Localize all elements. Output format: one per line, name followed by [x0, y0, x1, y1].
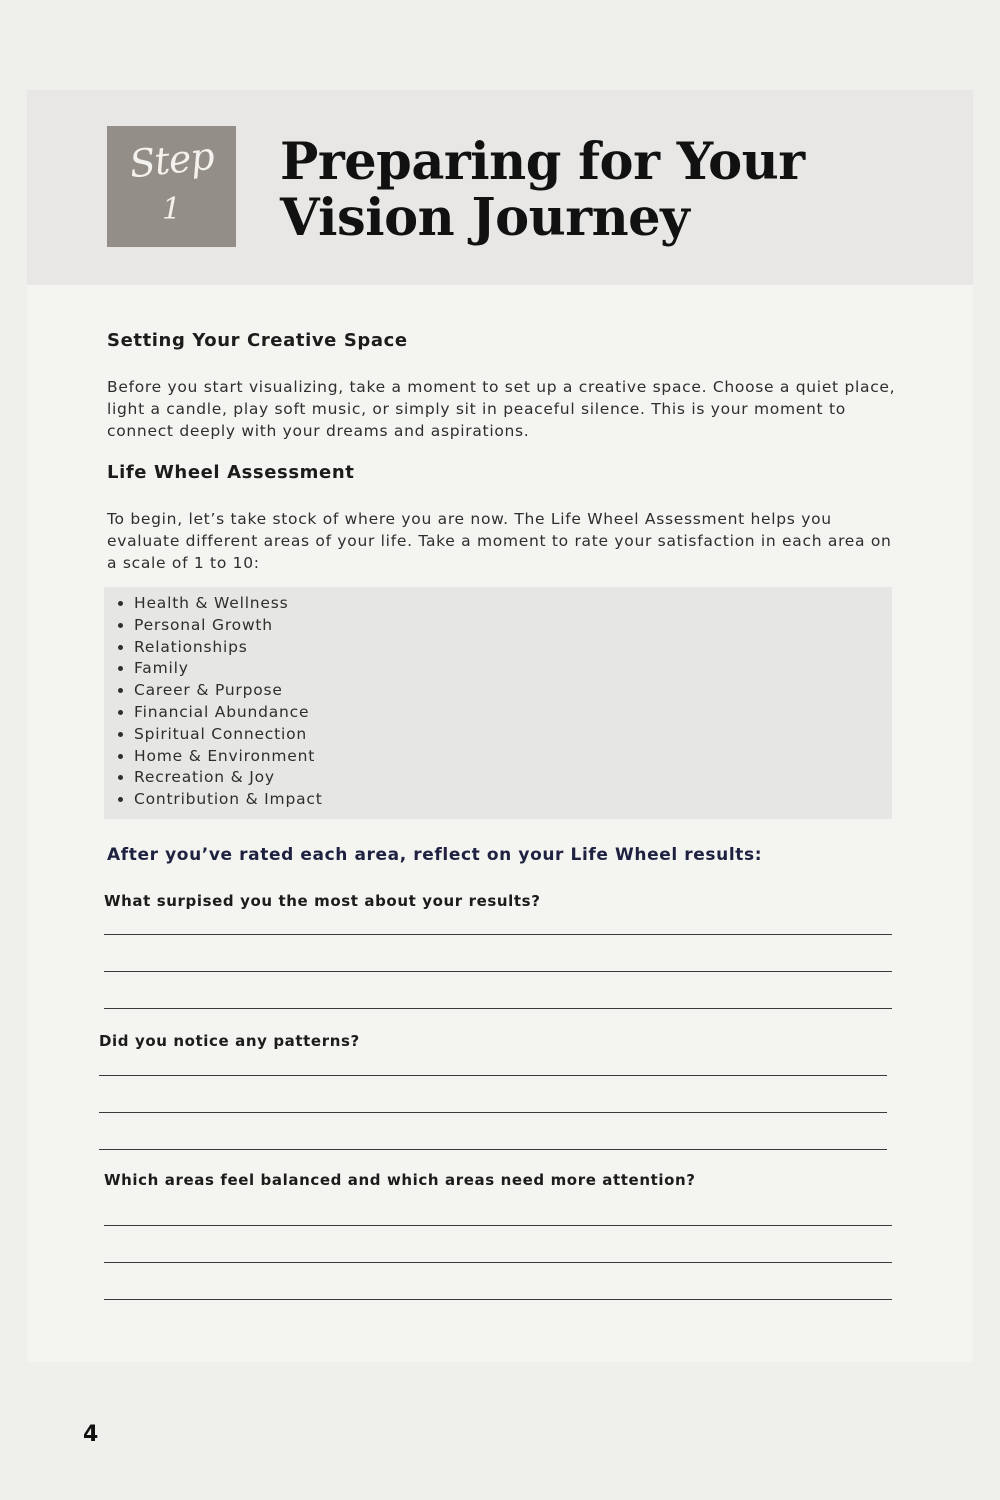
answer-line-3b[interactable] [104, 1262, 892, 1263]
list-item: • Home & Environment [134, 746, 892, 768]
title-line-2: Vision Journey [280, 188, 690, 248]
life-wheel-paragraph: To begin, let’s take stock of where you are now. The Life Wheel Assessment helps you evaluate different areas of your life. Take a moment to rate your satisfaction in each area on a scale of 1 to 10: [107, 510, 892, 572]
life-wheel-heading: Life Wheel Assessment [107, 462, 355, 483]
step-word: Step [127, 133, 216, 187]
step-badge [107, 126, 236, 247]
question-1: What surpised you the most about your results? [104, 892, 541, 910]
answer-line-2a[interactable] [99, 1075, 887, 1076]
content-panel [27, 285, 973, 1362]
answer-line-1c[interactable] [104, 1008, 892, 1009]
list-item: • Family [134, 658, 892, 680]
page-number: 4 [83, 1422, 99, 1447]
reflection-intro: After you’ve rated each area, reflect on your Life Wheel results: [107, 845, 763, 865]
list-item: • Career & Purpose [134, 680, 892, 702]
title-line-1: Preparing for Your [280, 132, 805, 192]
question-3: Which areas feel balanced and which areas need more attention? [104, 1171, 696, 1189]
answer-line-1a[interactable] [104, 934, 892, 935]
answer-line-2c[interactable] [99, 1149, 887, 1150]
answer-line-3c[interactable] [104, 1299, 892, 1300]
life-areas-box [104, 587, 892, 819]
creative-space-paragraph: Before you start visualizing, take a moment to set up a creative space. Choose a quiet place, light a candle, play soft music, or simply sit in peaceful silence. This is your moment to connect deeply with your dreams and aspirations. [107, 378, 896, 440]
list-item: • Financial Abundance [134, 702, 892, 724]
life-areas-list [104, 587, 892, 811]
answer-line-1b[interactable] [104, 971, 892, 972]
page-title [280, 134, 940, 246]
answer-line-2b[interactable] [99, 1112, 887, 1113]
question-2: Did you notice any patterns? [99, 1032, 360, 1050]
list-item: • Spiritual Connection [134, 724, 892, 746]
list-item: • Health & Wellness [134, 593, 892, 615]
list-item: • Contribution & Impact [134, 789, 892, 811]
list-item: • Relationships [134, 637, 892, 659]
list-item: • Recreation & Joy [134, 767, 892, 789]
answer-line-3a[interactable] [104, 1225, 892, 1226]
list-item: • Personal Growth [134, 615, 892, 637]
creative-space-heading: Setting Your Creative Space [107, 330, 408, 351]
step-number: 1 [161, 192, 182, 227]
